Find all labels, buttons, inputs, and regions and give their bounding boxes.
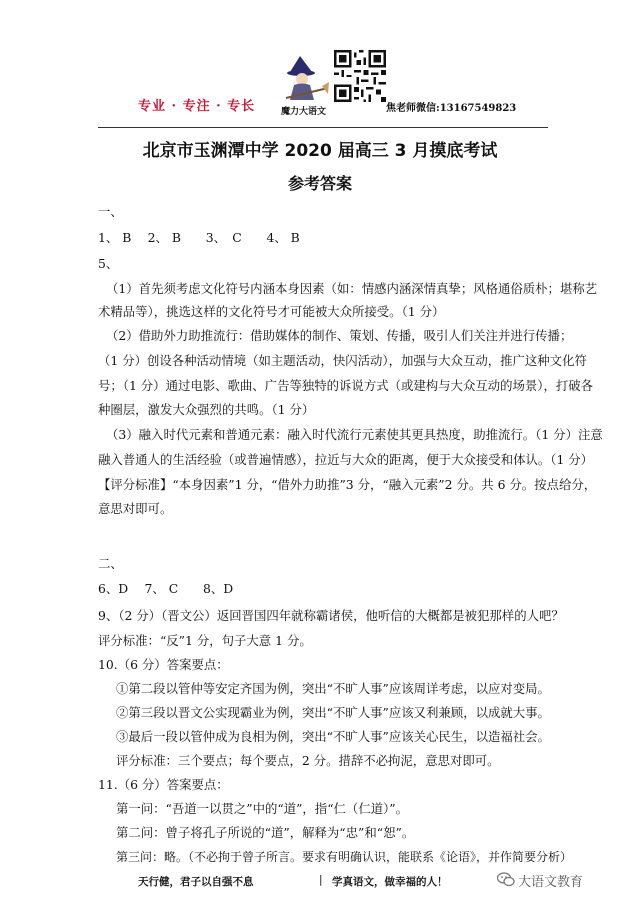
page-subtitle: 参考答案 xyxy=(287,174,352,193)
wechat-icon xyxy=(497,872,515,887)
answer-line: 种圈层，激发大众强烈的共鸣。（1 分） xyxy=(98,402,315,417)
header-slogan: 专业 · 专注 · 专长 xyxy=(138,99,256,114)
teacher-contact: 焦老师微信:13167549823 xyxy=(386,103,517,114)
footer-motto-left: 天行健，君子以自强不息 xyxy=(138,876,254,888)
question-number: 11.（6 分）答案要点： xyxy=(98,777,229,792)
answer-line: （2）借助外力助推流行：借助媒体的制作、策划、传播，吸引人们关注并进行传播； xyxy=(106,328,573,343)
answer-line: （3）融入时代元素和普通元素：融入时代流行元素使其更具热度，助推流行。（1 分）注意 xyxy=(106,427,603,442)
scoring-criteria: 评分标准：“反”1 分，句子大意 1 分。 xyxy=(98,633,312,648)
section-heading: 一、 xyxy=(98,204,123,219)
answer-point: 第三问：略。（不必拘于曾子所言。要求有明确认识，能联系《论语》，并作简要分析） xyxy=(116,850,573,864)
brand-name: 魔力大语文 xyxy=(281,107,327,117)
answer-line: 号；（1 分）通过电影、歌曲、广告等独特的诉说方式（或建构与大众互动的场景），打破各 xyxy=(98,378,594,393)
watermark: 大语文教育 xyxy=(518,875,584,890)
footer-motto-right: 学真语文，做幸福的人！ xyxy=(332,876,448,888)
section-heading: 二、 xyxy=(98,556,123,571)
answer-point: ③最后一段以管仲成为良相为例，突出“不旷人事”应该关心民生，以造福社会。 xyxy=(116,729,550,744)
scoring-criteria: 评分标准：三个要点；每个要点，2 分。措辞不必拘泥，意思对即可。 xyxy=(116,753,500,768)
answer-line: （1 分）创设各种活动情境（如主题活动，快闪活动），加强与大众互动，推广这种文化符 xyxy=(98,353,587,368)
page-title: 北京市玉渊潭中学 2020 届高三 3 月摸底考试 xyxy=(142,141,498,161)
answer-line: 6、D 7、 C 8、D xyxy=(98,581,234,596)
answer-line: （1）首先须考虑文化符号内涵本身因素（如：情感内涵深情真挚；风格通俗质朴；堪称艺 xyxy=(106,281,598,296)
qr-code xyxy=(334,50,386,102)
scoring-criteria: 意思对即可。 xyxy=(98,501,173,516)
answer-point: 第一问：“吾道一以贯之”中的“道”，指“仁（仁道）”。 xyxy=(116,801,409,816)
answer-point: ②第三段以晋文公实现霸业为例，突出“不旷人事”应该又利兼顾，以成就大事。 xyxy=(116,705,550,720)
question-number: 10.（6 分）答案要点： xyxy=(98,657,229,672)
answer-line: 9、（2 分）（晋文公）返回晋国四年就称霸诸侯，他听信的大概都是被犯那样的人吧？ xyxy=(98,608,564,623)
header-divider xyxy=(98,127,548,128)
scoring-criteria: 【评分标准】“本身因素”1 分，“借外力助推”3 分，“融入元素”2 分。共 6 分。按点给分， xyxy=(98,477,597,492)
footer-separator: | xyxy=(319,874,323,886)
question-number: 5、 xyxy=(98,256,119,271)
answer-point: 第二问：曾子将孔子所说的“道”，解释为“忠”和“恕”。 xyxy=(116,825,415,840)
answer-line: 融入普通人的生活经验（或普遍情感），拉近与大众的距离，便于大众接受和体认。（1 分） xyxy=(98,452,594,467)
answer-point: ①第二段以管仲等安定齐国为例，突出“不旷人事”应该周详考虑，以应对变局。 xyxy=(116,681,550,696)
answer-line: 术精品等），挑选这样的文化符号才可能被大众所接受。（1 分） xyxy=(98,304,445,319)
answer-line: 1、 B 2、 B 3、 C 4、 B xyxy=(98,230,300,245)
witch-logo xyxy=(282,52,330,110)
